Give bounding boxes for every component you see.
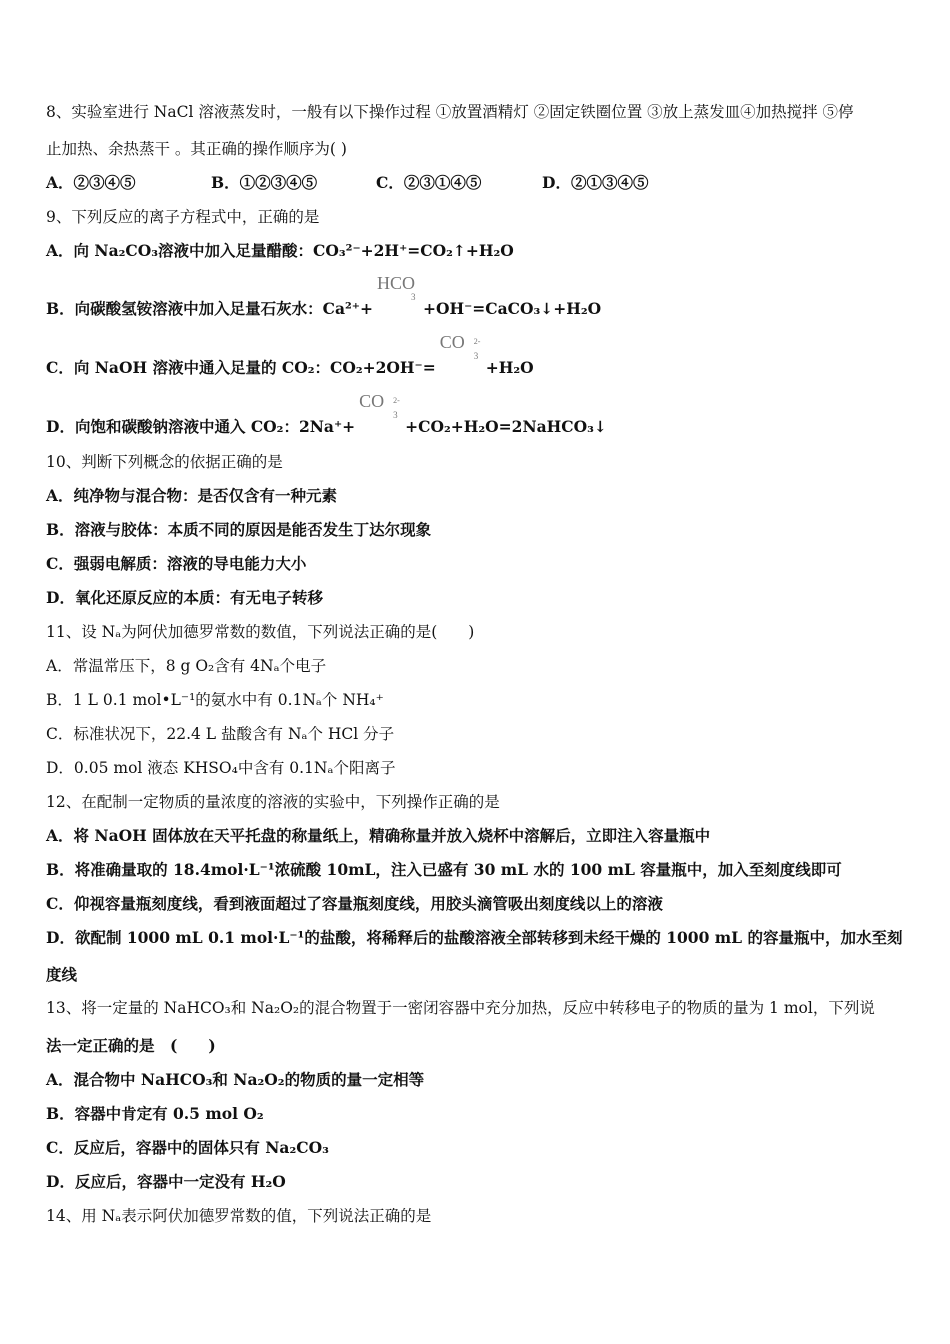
q9-option-c-post: +H₂O — [485, 358, 534, 377]
q11-stem: 11、设 Nₐ为阿伏加德罗常数的数值，下列说法正确的是( ) — [46, 623, 475, 641]
q8-line1: 8、实验室进行 NaCl 溶液蒸发时，一般有以下操作过程 ①放置酒精灯 ②固定铁圈位置 ③放上蒸发皿④加热搅拌 ⑤停 — [46, 103, 854, 121]
q9-option-d-post: +CO₂+H₂O=2NaHCO₃↓ — [405, 417, 607, 436]
q13-option-b: B．容器中肯定有 0.5 mol O₂ — [46, 1104, 264, 1123]
q11-option-a: A．常温常压下，8 g O₂含有 4Nₐ个电子 — [46, 657, 327, 675]
q10-option-a: A．纯净物与混合物：是否仅含有一种元素 — [46, 486, 338, 505]
bicarbonate-ion-image — [375, 273, 421, 316]
q8-option-d: D．②①③④⑤ — [542, 173, 649, 192]
carbonate-ion-sub: 3 — [473, 351, 479, 361]
q8-option-c: C．②③①④⑤ — [376, 173, 482, 192]
q10-option-b: B．溶液与胶体：本质不同的原因是能否发生丁达尔现象 — [46, 520, 432, 539]
q13-option-d: D．反应后，容器中一定没有 H₂O — [46, 1172, 286, 1191]
carbonate-ion-image — [357, 391, 403, 434]
carbonate-ion-base: CO — [359, 391, 385, 411]
q11-option-d: D．0.05 mol 液态 KHSO₄中含有 0.1Nₐ个阳离子 — [46, 759, 396, 777]
q8-option-a: A．②③④⑤ — [46, 173, 136, 192]
carbonate-ion-sup: 2- — [393, 396, 400, 405]
q9-option-d-pre: D．向饱和碳酸钠溶液中通入 CO₂：2Na⁺+ — [46, 417, 356, 436]
q9-stem: 9、下列反应的离子方程式中，正确的是 — [46, 208, 320, 226]
q10-option-c: C．强弱电解质：溶液的导电能力大小 — [46, 554, 307, 573]
q9-option-b — [46, 273, 910, 320]
q9-option-d — [46, 391, 910, 438]
q12-option-c: C．仰视容量瓶刻度线，看到液面超过了容量瓶刻度线，用胶头滴管吸出刻度线以上的溶液 — [46, 894, 663, 913]
q13-option-a: A．混合物中 NaHCO₃和 Na₂O₂的物质的量一定相等 — [46, 1070, 425, 1089]
q9-option-b-pre: B．向碳酸氢铵溶液中加入足量石灰水：Ca²⁺+ — [46, 299, 373, 318]
q11-option-c: C．标准状况下，22.4 L 盐酸含有 Nₐ个 HCl 分子 — [46, 725, 395, 743]
q13-option-c: C．反应后，容器中的固体只有 Na₂CO₃ — [46, 1138, 329, 1157]
q12-option-d-line2: 度线 — [46, 965, 78, 984]
q12-stem: 12、在配制一定物质的量浓度的溶液的实验中，下列操作正确的是 — [46, 793, 500, 811]
q13-line1: 13、将一定量的 NaHCO₃和 Na₂O₂的混合物置于一密闭容器中充分加热，反应中转移电子的物质的量为 1 mol，下列说 — [46, 999, 875, 1017]
q9-option-c-pre: C．向 NaOH 溶液中通入足量的 CO₂：CO₂+2OH⁻= — [46, 358, 436, 377]
carbonate-ion-base: CO — [439, 332, 465, 352]
q9-option-c — [46, 332, 910, 379]
q9-option-a: A．向 Na₂CO₃溶液中加入足量醋酸：CO₃²⁻+2H⁺=CO₂↑+H₂O — [46, 241, 514, 260]
bicarbonate-ion-base: HCO — [376, 273, 415, 293]
q13-line2: 法一定正确的是 ( ) — [46, 1036, 216, 1055]
carbonate-ion-sup: 2- — [473, 337, 481, 346]
q8-option-b: B．①②③④⑤ — [211, 173, 318, 192]
q12-option-a: A．将 NaOH 固体放在天平托盘的称量纸上，精确称量并放入烧杯中溶解后，立即注入容量瓶中 — [46, 826, 711, 845]
carbonate-ion-sub: 3 — [393, 410, 398, 420]
q9-option-b-post: +OH⁻=CaCO₃↓+H₂O — [422, 299, 602, 318]
q12-option-b: B．将准确量取的 18.4mol·L⁻¹浓硫酸 10mL，注入已盛有 30 mL 水的 100 mL 容量瓶中，加入至刻度线即可 — [46, 860, 842, 879]
q8-line2: 止加热、余热蒸干 。其正确的操作顺序为( ) — [46, 140, 347, 158]
bicarbonate-ion-sub: 3 — [410, 292, 416, 302]
q10-stem: 10、判断下列概念的依据正确的是 — [46, 453, 283, 471]
q12-option-d-line1: D．欲配制 1000 mL 0.1 mol·L⁻¹的盐酸，将稀释后的盐酸溶液全部转移到未经干燥的 1000 mL 的容量瓶中，加水至刻 — [46, 928, 903, 947]
q11-option-b: B．1 L 0.1 mol•L⁻¹的氨水中有 0.1Nₐ个 NH₄⁺ — [46, 691, 384, 709]
carbonate-ion-image — [438, 332, 484, 375]
q14-stem: 14、用 Nₐ表示阿伏加德罗常数的值，下列说法正确的是 — [46, 1207, 432, 1225]
q10-option-d: D．氧化还原反应的本质：有无电子转移 — [46, 588, 323, 607]
